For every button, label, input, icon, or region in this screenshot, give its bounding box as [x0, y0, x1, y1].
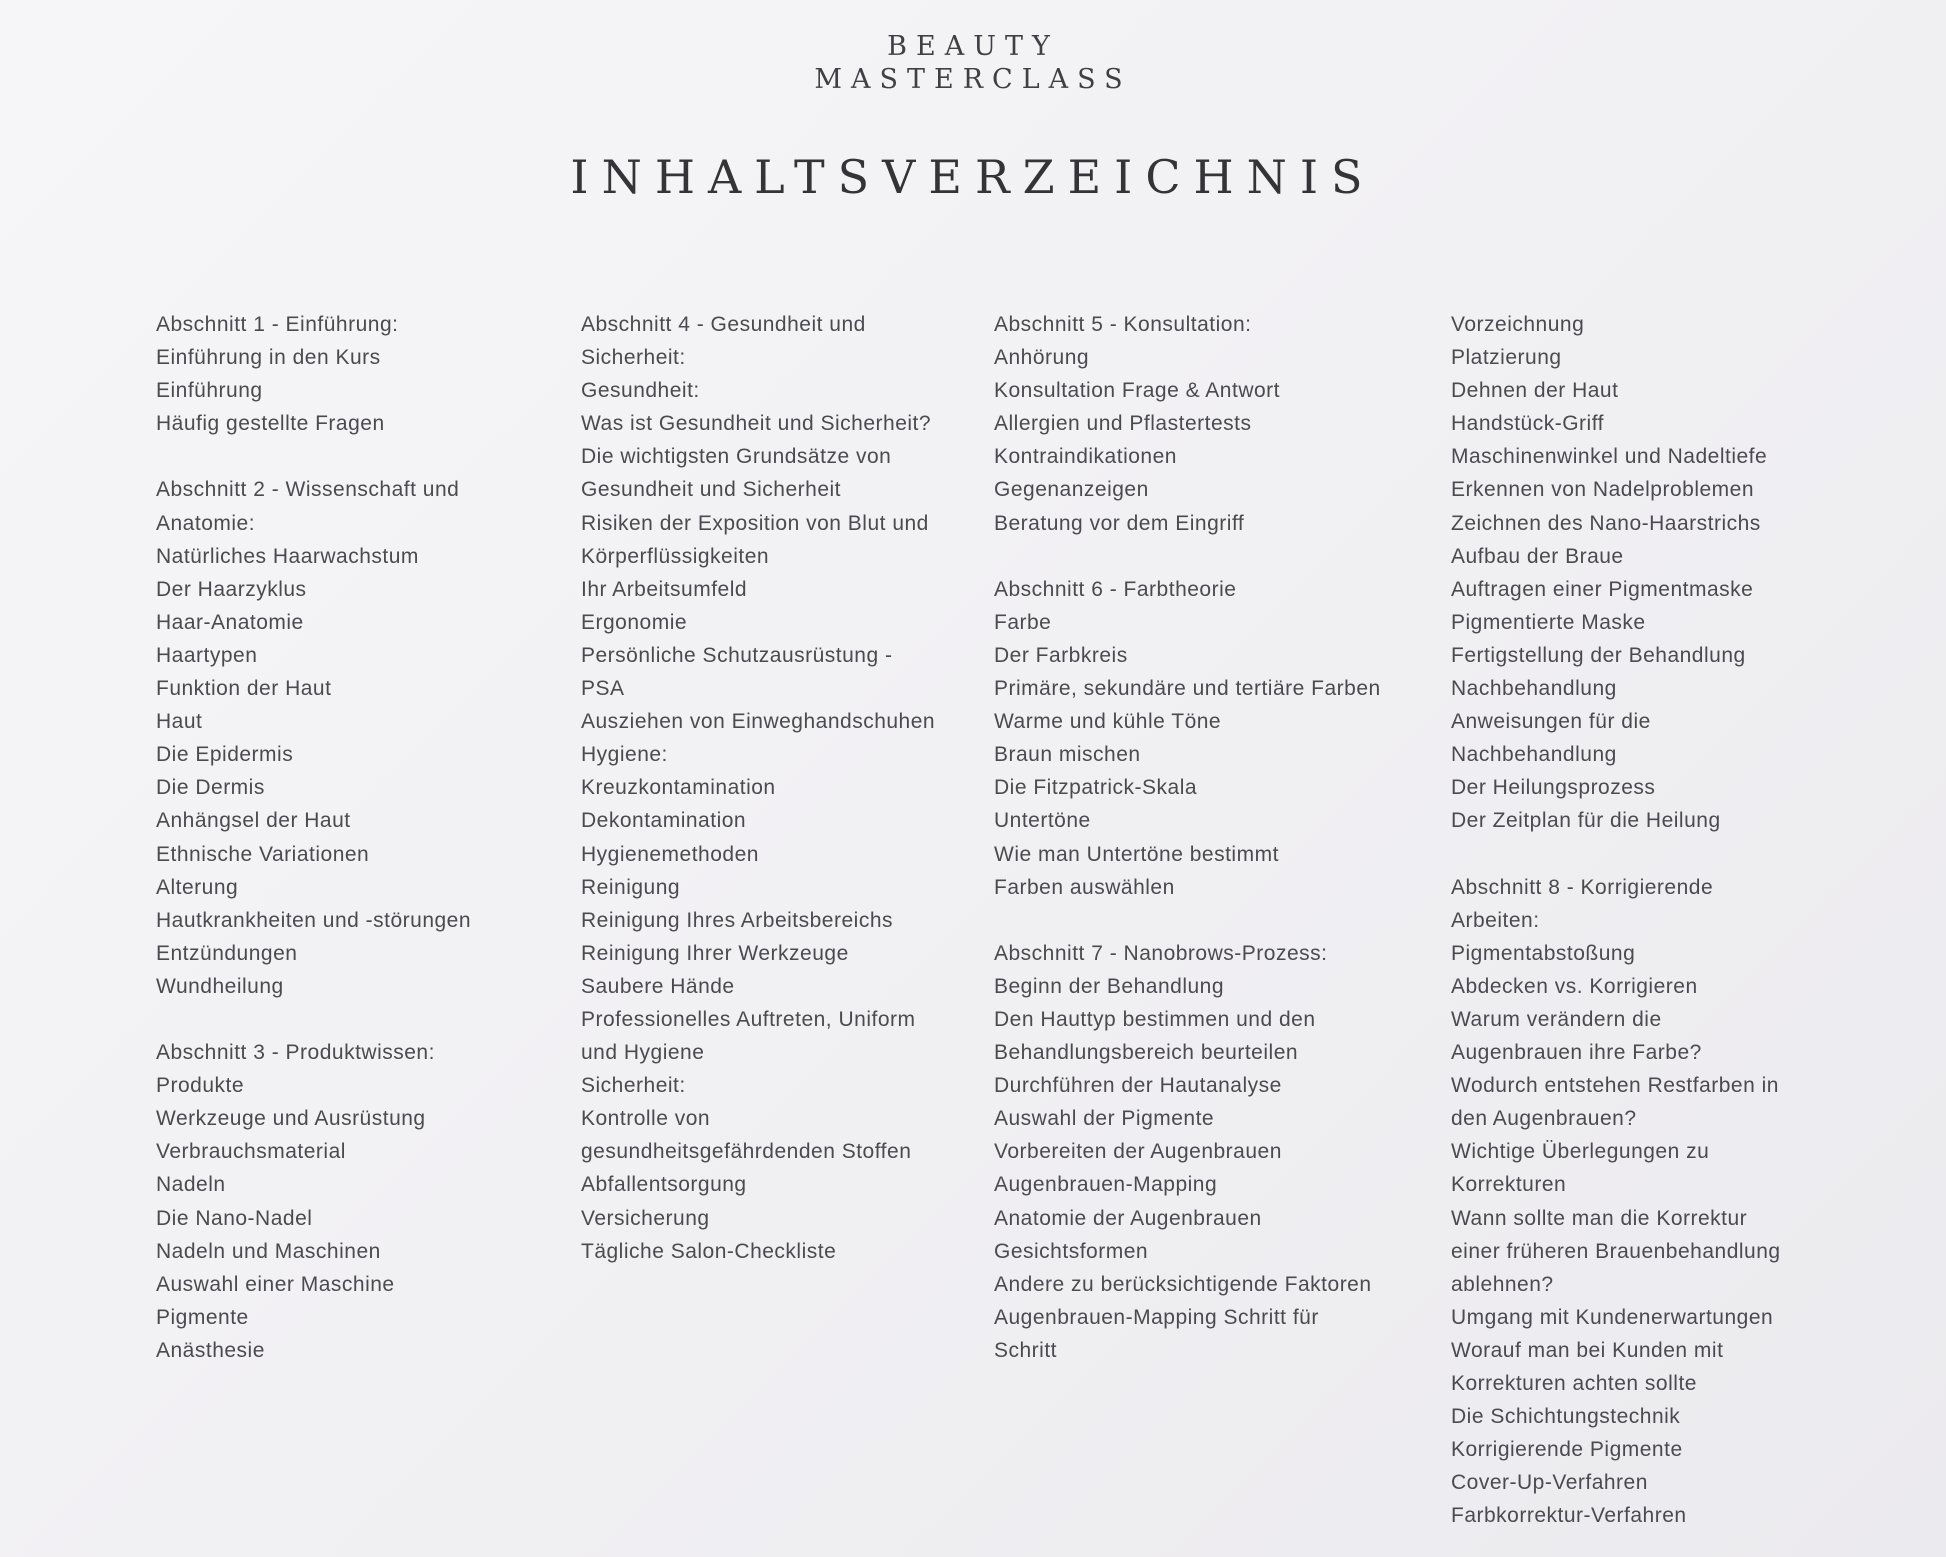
toc-entry: Platzierung	[1451, 346, 1562, 370]
brand-line-2: MASTERCLASS	[814, 64, 1132, 95]
toc-entry: Wundheilung	[156, 974, 284, 998]
toc-entry: Entzündungen	[156, 941, 298, 965]
toc-entry: Was ist Gesundheit und Sicherheit?	[581, 412, 932, 436]
toc-entry: Farbe	[994, 610, 1052, 634]
section-heading: Abschnitt 2 - Wissenschaft und	[156, 478, 460, 502]
toc-entry: und Hygiene	[581, 1041, 705, 1065]
toc-entry: Worauf man bei Kunden mit	[1451, 1338, 1724, 1362]
toc-entry: Pigmentabstoßung	[1451, 941, 1636, 965]
toc-entry: Haut	[156, 710, 203, 734]
brand-line-1: BEAUTY	[887, 31, 1059, 62]
toc-entry: Kontraindikationen	[994, 445, 1177, 469]
toc-entry: Nachbehandlung	[1451, 743, 1617, 767]
toc-entry: Aufbau der Braue	[1451, 544, 1624, 568]
toc-entry: Zeichnen des Nano-Haarstrichs	[1451, 511, 1761, 535]
toc-entry: Häufig gestellte Fragen	[156, 412, 385, 436]
toc-entry: Andere zu berücksichtigende Faktoren	[994, 1272, 1372, 1296]
toc-entry: Haar-Anatomie	[156, 610, 304, 634]
section-spacer	[1451, 838, 1841, 871]
toc-entry: Ergonomie	[581, 610, 688, 634]
toc-entry: PSA	[581, 677, 625, 701]
toc-entry: Durchführen der Hautanalyse	[994, 1074, 1282, 1098]
toc-entry: Konsultation Frage & Antwort	[994, 379, 1280, 403]
toc-column-2	[581, 308, 981, 1268]
toc-entry: Farben auswählen	[994, 875, 1175, 899]
toc-entry: Cover-Up-Verfahren	[1451, 1471, 1648, 1495]
toc-entry: Die Nano-Nadel	[156, 1206, 313, 1230]
toc-entry: Augenbrauen-Mapping Schritt für	[994, 1305, 1319, 1329]
toc-entry: Den Hauttyp bestimmen und den	[994, 1007, 1316, 1031]
toc-entry: Die Epidermis	[156, 743, 294, 767]
toc-entry: Anweisungen für die	[1451, 710, 1651, 734]
toc-entry: Körperflüssigkeiten	[581, 544, 770, 568]
toc-entry: Die Fitzpatrick-Skala	[994, 776, 1198, 800]
toc-entry: Der Heilungsprozess	[1451, 776, 1656, 800]
toc-entry: Erkennen von Nadelproblemen	[1451, 478, 1755, 502]
toc-entry: Risiken der Exposition von Blut und	[581, 511, 929, 535]
toc-entry: Beginn der Behandlung	[994, 974, 1225, 998]
toc-entry: Wichtige Überlegungen zu	[1451, 1140, 1710, 1164]
toc-entry: Auswahl der Pigmente	[994, 1107, 1215, 1131]
toc-entry: Wodurch entstehen Restfarben in	[1451, 1074, 1779, 1098]
section-spacer	[156, 440, 556, 473]
toc-entry: Anhörung	[994, 346, 1090, 370]
toc-entry: Kreuzkontamination	[581, 776, 776, 800]
toc-entry: Hygiene:	[581, 743, 668, 767]
toc-entry: Maschinenwinkel und Nadeltiefe	[1451, 445, 1768, 469]
toc-entry: Pigmente	[156, 1305, 249, 1329]
section-heading: Abschnitt 8 - Korrigierende	[1451, 875, 1714, 899]
toc-entry: Augenbrauen ihre Farbe?	[1451, 1041, 1702, 1065]
toc-entry: Versicherung	[581, 1206, 710, 1230]
toc-entry: Haartypen	[156, 643, 258, 667]
toc-entry: Saubere Hände	[581, 974, 735, 998]
toc-entry: Anatomie der Augenbrauen	[994, 1206, 1262, 1230]
toc-entry: Beratung vor dem Eingriff	[994, 511, 1245, 535]
toc-entry: Der Farbkreis	[994, 643, 1128, 667]
toc-entry: Warme und kühle Töne	[994, 710, 1222, 734]
toc-entry: Sicherheit:	[581, 346, 686, 370]
toc-entry: Einführung	[156, 379, 263, 403]
toc-entry: Allergien und Pflastertests	[994, 412, 1252, 436]
toc-entry: Korrekturen achten sollte	[1451, 1372, 1697, 1395]
toc-entry: Einführung in den Kurs	[156, 346, 381, 370]
toc-entry: Verbrauchsmaterial	[156, 1140, 346, 1164]
toc-entry: Persönliche Schutzausrüstung -	[581, 643, 893, 667]
toc-entry: Tägliche Salon-Checkliste	[581, 1239, 837, 1263]
toc-entry: Gesundheit und Sicherheit	[581, 478, 841, 502]
section-heading: Abschnitt 5 - Konsultation:	[994, 313, 1252, 336]
toc-entry: Natürliches Haarwachstum	[156, 544, 419, 568]
toc-entry: Nadeln und Maschinen	[156, 1239, 381, 1263]
toc-column-4	[1451, 308, 1841, 1532]
section-heading: Abschnitt 3 - Produktwissen:	[156, 1041, 435, 1065]
toc-entry: Fertigstellung der Behandlung	[1451, 643, 1746, 667]
toc-entry: Der Zeitplan für die Heilung	[1451, 809, 1721, 833]
section-heading: Abschnitt 1 - Einführung:	[156, 313, 399, 336]
toc-entry: Abfallentsorgung	[581, 1173, 747, 1197]
toc-entry: Vorzeichnung	[1451, 313, 1585, 336]
toc-entry: Nadeln	[156, 1173, 226, 1197]
toc-entry: Ausziehen von Einweghandschuhen	[581, 710, 936, 734]
toc-entry: Augenbrauen-Mapping	[994, 1173, 1218, 1197]
toc-entry: Ihr Arbeitsumfeld	[581, 577, 748, 601]
toc-entry: Korrekturen	[1451, 1173, 1567, 1197]
toc-entry: Untertöne	[994, 809, 1091, 833]
toc-entry: Pigmentierte Maske	[1451, 610, 1646, 634]
toc-entry: Warum verändern die	[1451, 1007, 1662, 1031]
toc-entry: Kontrolle von	[581, 1107, 711, 1131]
toc-entry: Reinigung Ihrer Werkzeuge	[581, 941, 849, 965]
toc-entry: Dehnen der Haut	[1451, 379, 1619, 403]
toc-entry: Auswahl einer Maschine	[156, 1272, 395, 1296]
section-spacer	[994, 540, 1434, 573]
toc-entry: Farbkorrektur-Verfahren	[1451, 1504, 1687, 1528]
toc-entry: Schritt	[994, 1338, 1058, 1362]
toc-entry: Vorbereiten der Augenbrauen	[994, 1140, 1282, 1164]
toc-entry: den Augenbrauen?	[1451, 1107, 1637, 1131]
page-title: INHALTSVERZEICHNIS	[570, 150, 1376, 204]
toc-column-1	[156, 308, 556, 1367]
toc-entry: Professionelles Auftreten, Uniform	[581, 1007, 916, 1031]
toc-entry: Gegenanzeigen	[994, 478, 1149, 502]
toc-entry: Hygienemethoden	[581, 842, 759, 866]
toc-entry: Produkte	[156, 1074, 245, 1098]
toc-entry: Die Schichtungstechnik	[1451, 1405, 1681, 1429]
toc-entry: Der Haarzyklus	[156, 577, 307, 601]
section-heading: Abschnitt 6 - Farbtheorie	[994, 577, 1237, 601]
toc-entry: Ethnische Variationen	[156, 842, 370, 866]
toc-entry: Braun mischen	[994, 743, 1141, 767]
toc-entry: Wann sollte man die Korrektur	[1451, 1206, 1748, 1230]
toc-entry: Nachbehandlung	[1451, 677, 1617, 701]
toc-entry: Anhängsel der Haut	[156, 809, 351, 833]
toc-entry: Auftragen einer Pigmentmaske	[1451, 577, 1754, 601]
toc-entry: Wie man Untertöne bestimmt	[994, 842, 1279, 866]
toc-entry: Handstück-Griff	[1451, 412, 1604, 436]
section-spacer	[156, 1003, 556, 1036]
toc-entry: Werkzeuge und Ausrüstung	[156, 1107, 426, 1131]
toc-entry: Hautkrankheiten und -störungen	[156, 908, 472, 932]
toc-entry: Gesichtsformen	[994, 1239, 1149, 1263]
toc-column-3	[994, 308, 1434, 1367]
toc-entry: Behandlungsbereich beurteilen	[994, 1041, 1299, 1065]
toc-entry: Anästhesie	[156, 1338, 265, 1362]
section-spacer	[994, 904, 1434, 937]
section-heading: Abschnitt 7 - Nanobrows-Prozess:	[994, 941, 1328, 965]
toc-entry: Korrigierende Pigmente	[1451, 1438, 1683, 1462]
toc-entry: Reinigung	[581, 875, 681, 899]
toc-entry: Abdecken vs. Korrigieren	[1451, 974, 1698, 998]
toc-entry: Primäre, sekundäre und tertiäre Farben	[994, 677, 1381, 701]
toc-entry: Sicherheit:	[581, 1074, 686, 1098]
toc-entry: Anatomie:	[156, 511, 256, 535]
toc-entry: Alterung	[156, 875, 239, 899]
toc-entry: gesundheitsgefährdenden Stoffen	[581, 1140, 912, 1164]
toc-entry: ablehnen?	[1451, 1272, 1554, 1296]
toc-entry: Gesundheit:	[581, 379, 700, 403]
toc-entry: einer früheren Brauenbehandlung	[1451, 1239, 1781, 1263]
brand-logo	[0, 30, 1946, 96]
toc-entry: Die Dermis	[156, 776, 265, 800]
toc-entry: Arbeiten:	[1451, 908, 1540, 932]
toc-entry: Reinigung Ihres Arbeitsbereichs	[581, 908, 894, 932]
toc-entry: Die wichtigsten Grundsätze von	[581, 445, 892, 469]
toc-entry: Umgang mit Kundenerwartungen	[1451, 1305, 1774, 1329]
toc-entry: Dekontamination	[581, 809, 747, 833]
toc-entry: Funktion der Haut	[156, 677, 332, 701]
section-heading: Abschnitt 4 - Gesundheit und	[581, 313, 866, 336]
